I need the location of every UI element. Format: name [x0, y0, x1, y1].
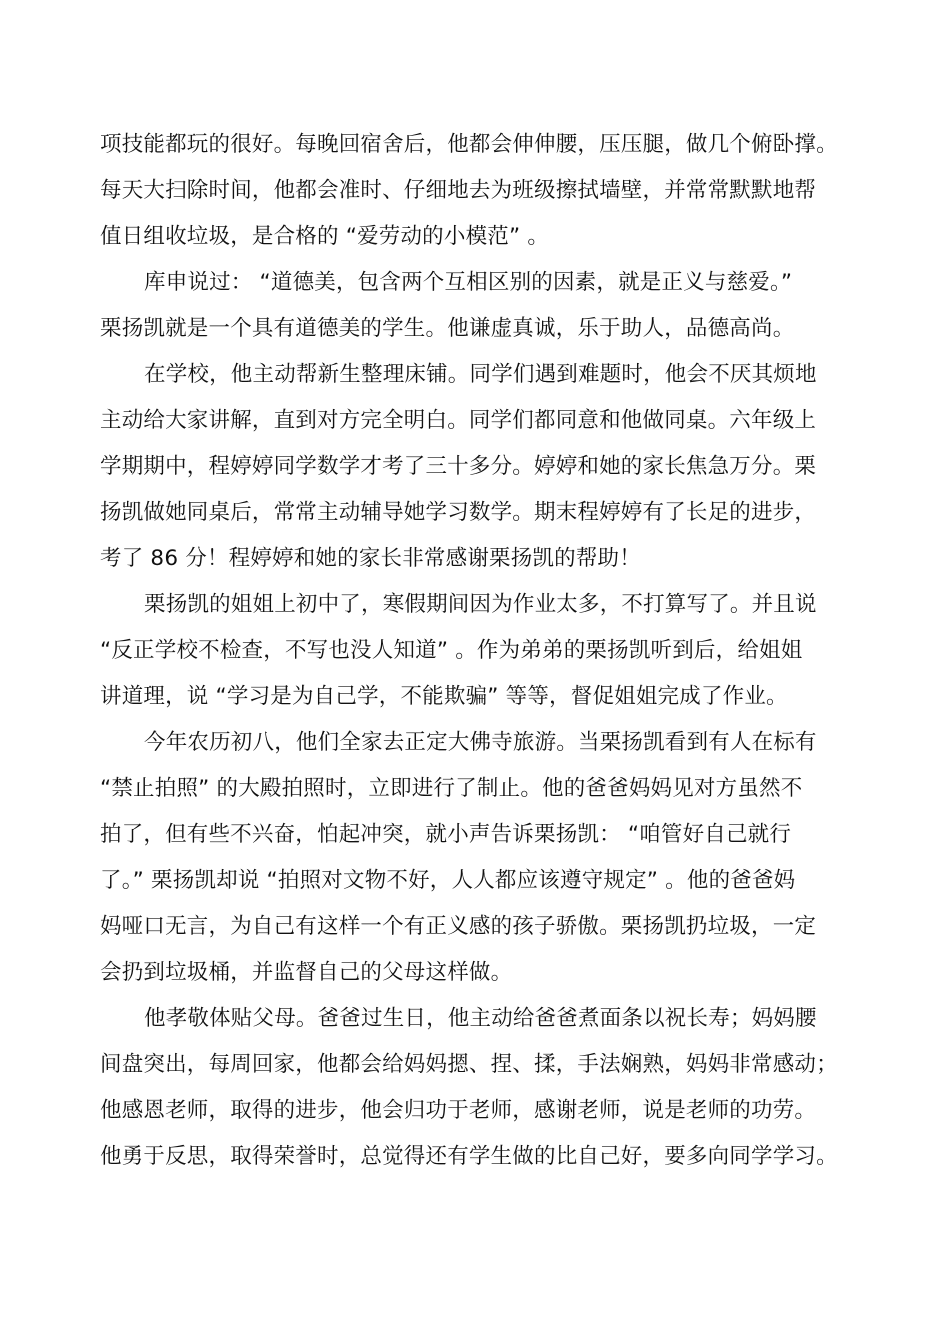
text-line: 拍了，但有些不兴奋，怕起冲突，就小声告诉栗扬凯： “咱管好自己就行: [100, 822, 792, 847]
paragraph-first-line: 今年农历初八，他们全家去正定大佛寺旅游。当栗扬凯看到有人在标有: [144, 730, 817, 755]
text-line: “禁止拍照” 的大殿拍照时，立即进行了制止。他的爸爸妈妈见对方虽然不: [100, 776, 803, 801]
text-line: “反正学校不检查，不写也没人知道” 。作为弟弟的栗扬凯听到后，给姐姐: [100, 638, 803, 663]
text-line: 妈哑口无言，为自己有这样一个有正义感的孩子骄傲。栗扬凯扔垃圾，一定: [100, 914, 817, 939]
text-line: 学期期中，程婷婷同学数学才考了三十多分。婷婷和她的家长焦急万分。栗: [100, 454, 817, 479]
text-line: 主动给大家讲解，直到对方完全明白。同学们都同意和他做同桌。六年级上: [100, 408, 817, 433]
paragraph-first-line: 库申说过： “道德美，包含两个互相区别的因素，就是正义与慈爱。”: [144, 270, 793, 295]
text-line: 栗扬凯就是一个具有道德美的学生。他谦虚真诚，乐于助人，品德高尚。: [100, 316, 795, 341]
text-line: 他勇于反思，取得荣誉时，总觉得还有学生做的比自己好，要多向同学学习。: [100, 1144, 838, 1169]
text-line: 会扔到垃圾桶，并监督自己的父母这样做。: [100, 960, 513, 985]
text-line: 间盘突出，每周回家，他都会给妈妈摁、捏、揉，手法娴熟，妈妈非常感动；: [100, 1052, 838, 1077]
paragraph-first-line: 他孝敬体贴父母。爸爸过生日，他主动给爸爸煮面条以祝长寿；妈妈腰: [144, 1006, 817, 1031]
document-body: [100, 122, 852, 1180]
text-line: 了。” 栗扬凯却说 “拍照对文物不好，人人都应该遵守规定” 。他的爸爸妈: [100, 868, 796, 893]
text-line: 值日组收垃圾，是合格的 “爱劳动的小模范” 。: [100, 224, 550, 249]
text-line: 项技能都玩的很好。每晚回宿舍后，他都会伸伸腰，压压腿，做几个俯卧撑。: [100, 132, 838, 157]
text-line: 扬凯做她同桌后，常常主动辅导她学习数学。期末程婷婷有了长足的进步，: [100, 500, 817, 525]
text-line: 他感恩老师，取得的进步，他会归功于老师，感谢老师，说是老师的功劳。: [100, 1098, 817, 1123]
text-line: 每天大扫除时间，他都会准时、仔细地去为班级擦拭墙壁，并常常默默地帮: [100, 178, 817, 203]
text-line: 讲道理，说 “学习是为自己学，不能欺骗” 等等，督促姐姐完成了作业。: [100, 684, 788, 709]
paragraph-first-line: 在学校，他主动帮新生整理床铺。同学们遇到难题时，他会不厌其烦地: [144, 362, 817, 387]
paragraph-first-line: 栗扬凯的姐姐上初中了，寒假期间因为作业太多，不打算写了。并且说: [144, 592, 817, 617]
text-line: 考了 86 分！程婷婷和她的家长非常感谢栗扬凯的帮助！: [100, 546, 641, 571]
